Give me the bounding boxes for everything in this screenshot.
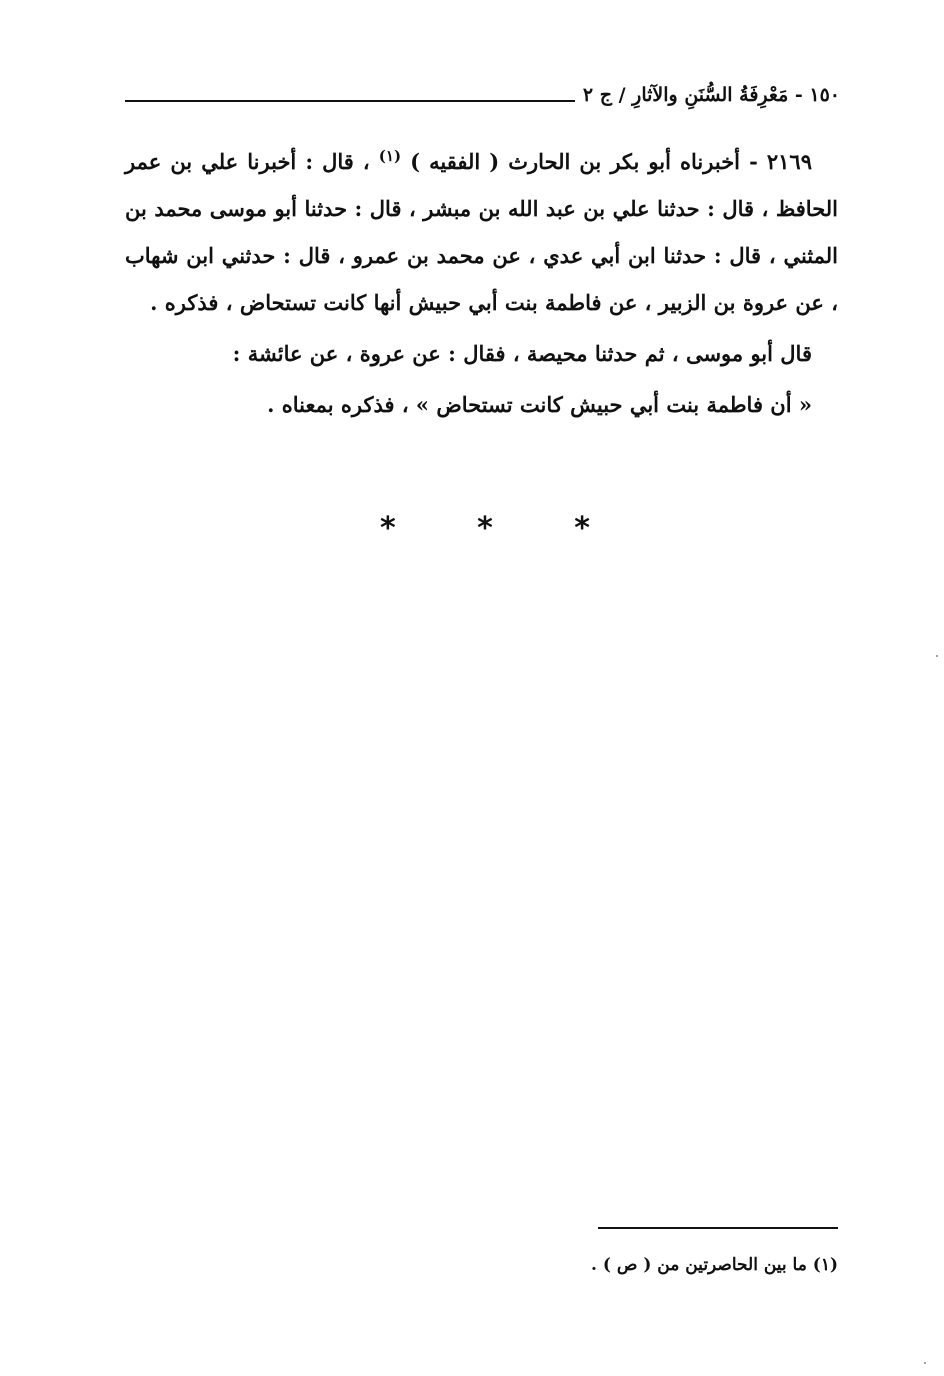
running-header-title: ١٥٠ - مَعْرِفَةُ السُّنَنِ والآثارِ / ج ٢: [582, 84, 840, 106]
scan-speck: [936, 655, 938, 657]
asterisk-icon: *: [574, 510, 590, 546]
hadith-text-rest: ، قال : أخبرنا علي بن عمر الحافظ ، قال : حدثنا علي بن عبد الله بن مبشر ، قال : حدثنا أبو موسى محمد بن المثني ، قال : حدثنا ابن أبي عدي ، عن محمد بن عمرو ، قال : حدثني ابن شهاب ، عن عروة بن الزبير ، عن فاطمة بنت أبي حبيش أنها كانت تستحاض ، فذكره .: [125, 149, 838, 315]
quoted-narration-line: « أن فاطمة بنت أبي حبيش كانت تستحاض » ، فذكره بمعناه .: [267, 392, 812, 417]
main-text: [125, 138, 838, 428]
page-header: [125, 80, 840, 114]
hadith-paragraph: [125, 138, 838, 326]
footnote-rule: [598, 1227, 838, 1229]
asterisk-icon: *: [477, 510, 493, 546]
scan-speck: [924, 1362, 926, 1364]
header-rule: [125, 100, 575, 102]
footnote: (١) ما بين الحاصرتين من ( ص ) .: [591, 1255, 838, 1275]
hadith-text-start: ٢١٦٩ - أخبرناه أبو بكر بن الحارث ( الفقيه ): [401, 149, 812, 174]
footnote-marker[interactable]: (١): [378, 147, 402, 165]
section-separator: [380, 508, 590, 548]
narration-line: قال أبو موسى ، ثم حدثنا محيصة ، فقال : عن عروة ، عن عائشة :: [232, 341, 812, 366]
asterisk-icon: *: [380, 510, 396, 546]
